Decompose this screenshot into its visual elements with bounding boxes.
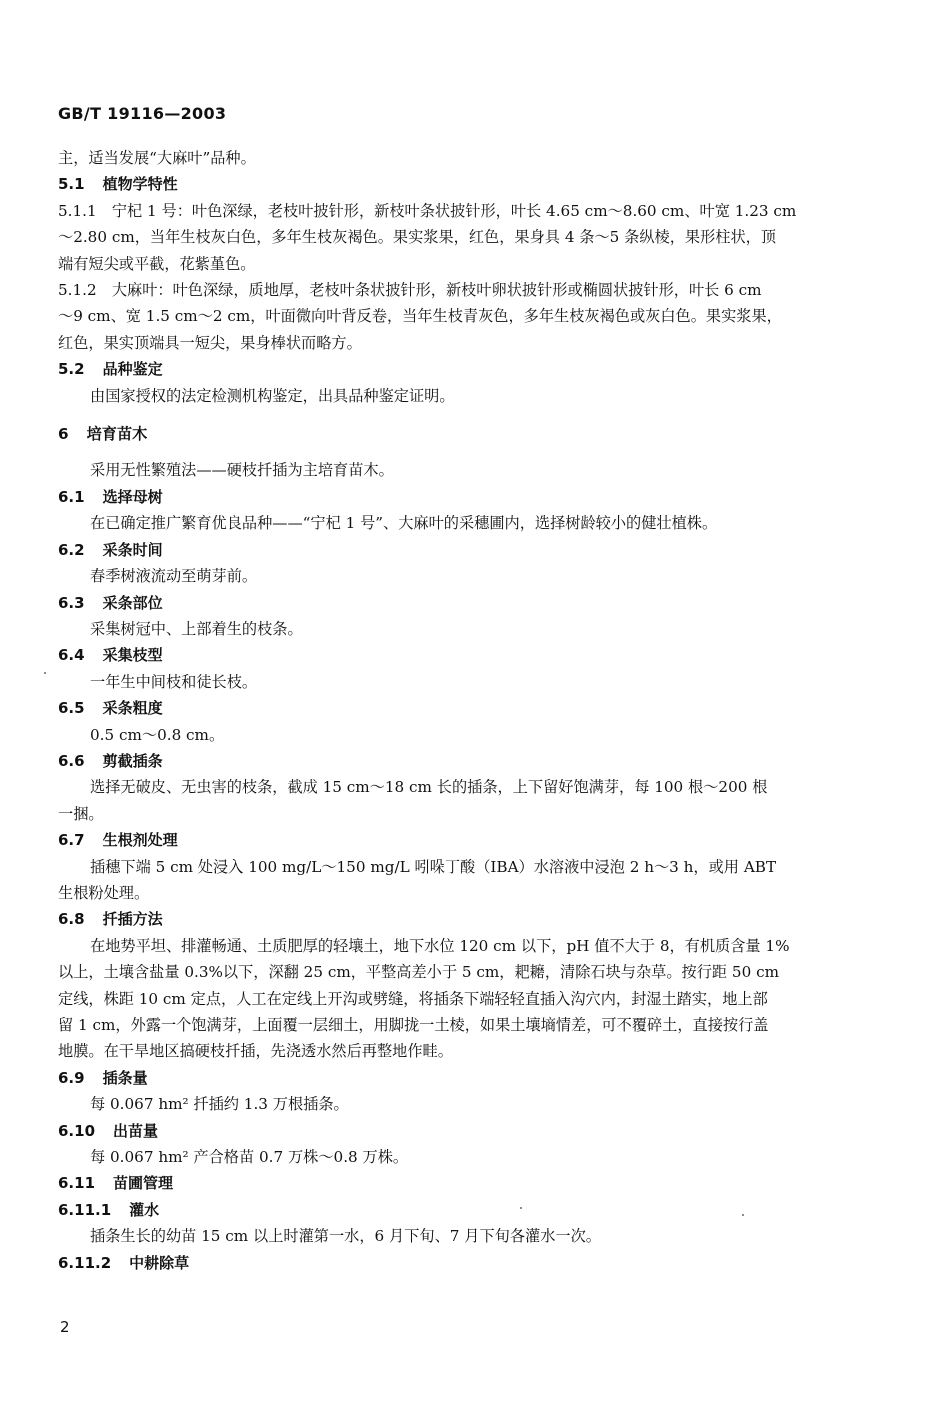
subsection-title: 扦插方法 xyxy=(102,910,163,929)
paragraph xyxy=(58,1144,858,1170)
subsection-title: 品种鉴定 xyxy=(102,360,163,379)
subsection-heading xyxy=(58,827,858,853)
paragraph xyxy=(58,145,858,171)
paragraph-line: 选择无破皮、无虫害的枝条，截成 15 cm～18 cm 长的插条，上下留好饱满芽，每 100 根～200 根 xyxy=(90,778,768,797)
paragraph xyxy=(58,774,858,827)
subsection-title: 出苗量 xyxy=(113,1121,159,1140)
paragraph-line: 生根粉处理。 xyxy=(58,883,150,902)
paragraph-line: 插条生长的幼苗 15 cm 以上时灌第一水，6 月下旬、7 月下旬各灌水一次。 xyxy=(90,1227,601,1246)
subsection-heading xyxy=(58,537,858,563)
paragraph-line: 由国家授权的法定检测机构鉴定，出具品种鉴定证明。 xyxy=(90,386,455,405)
paragraph-line: 春季树液流动至萌芽前。 xyxy=(90,567,258,586)
paragraph-line: 主，适当发展“大麻叶”品种。 xyxy=(58,149,256,167)
subsection-number: 6.11.1 xyxy=(58,1200,112,1219)
paragraph xyxy=(58,669,858,695)
subsection-number: 6.5 xyxy=(58,699,85,718)
subsection-heading xyxy=(58,171,858,197)
subsection-title: 选择母树 xyxy=(102,487,163,506)
subsection-number: 6.8 xyxy=(58,910,85,929)
subsection-title: 采条时间 xyxy=(102,540,163,559)
subsection-heading xyxy=(58,484,858,510)
subsection-number: 6.11 xyxy=(58,1174,96,1193)
paragraph-line: 插穗下端 5 cm 处浸入 100 mg/L～150 mg/L 吲哚丁酸（IBA）水溶液中浸泡 2 h～3 h，或用 ABT xyxy=(90,857,777,876)
subsection-heading xyxy=(58,748,858,774)
paragraph xyxy=(58,457,858,483)
paragraph xyxy=(58,383,858,409)
subsection-title: 插条量 xyxy=(102,1068,148,1087)
paragraph xyxy=(58,1223,858,1249)
subsection-heading xyxy=(58,642,858,668)
paragraph xyxy=(58,854,858,907)
subsection-title: 采集枝型 xyxy=(102,646,163,665)
subsection-number: 6.10 xyxy=(58,1121,96,1140)
paragraph-line: 采集树冠中、上部着生的枝条。 xyxy=(90,619,303,638)
subsection-heading xyxy=(58,1118,858,1144)
section-title: 培育苗木 xyxy=(86,425,148,444)
subsection-title: 中耕除草 xyxy=(129,1253,190,1272)
subsection-number: 6.3 xyxy=(58,593,85,612)
subsection-number: 5.1 xyxy=(58,175,85,194)
paragraph-line: 每 0.067 hm² 产合格苗 0.7 万株～0.8 万株。 xyxy=(90,1148,409,1167)
subsection-title: 苗圃管理 xyxy=(113,1174,174,1193)
paragraph xyxy=(58,198,858,277)
subsection-title: 植物学特性 xyxy=(102,175,178,194)
paragraph-line: 红色，果实顶端具一短尖，果身棒状而略方。 xyxy=(58,333,362,352)
paragraph-line: ～2.80 cm，当年生枝灰白色，多年生枝灰褐色。果实浆果，红色，果身具 4 条～5 条纵棱，果形柱状，顶 xyxy=(58,228,777,247)
paragraph-line: 留 1 cm，外露一个饱满芽，上面覆一层细土，用脚拢一土棱，如果土壤墒情差，可不覆碎土，直接按行盖 xyxy=(58,1016,769,1034)
paragraph xyxy=(58,933,858,1065)
subsection-number: 6.9 xyxy=(58,1068,85,1087)
paragraph-line: 一年生中间枝和徒长枝。 xyxy=(90,672,258,691)
paragraph-line: 在地势平坦、排灌畅通、土质肥厚的轻壤土，地下水位 120 cm 以下，pH 值不大于 8，有机质含量 1% xyxy=(90,936,790,955)
paragraph xyxy=(58,1091,858,1117)
subsection-title: 灌水 xyxy=(129,1200,160,1219)
paragraph-line: 5.1.1 宁杞 1 号：叶色深绿，老枝叶披针形，新枝叶条状披针形，叶长 4.65 cm～8.60 cm、叶宽 1.23 cm xyxy=(58,201,797,220)
subsection-heading xyxy=(58,695,858,721)
page-number: 2 xyxy=(60,1318,70,1336)
subsection-number: 6.6 xyxy=(58,751,85,770)
paragraph-line: 以上，土壤含盐量 0.3%以下，深翻 25 cm，平整高差小于 5 cm，耙耱，清除石块与杂草。按行距 50 cm xyxy=(58,963,779,982)
paragraph xyxy=(58,563,858,589)
paragraph-line: 在已确定推广繁育优良品种——“宁杞 1 号”、大麻叶的采穗圃内，选择树龄较小的健壮植株。 xyxy=(90,514,718,533)
scan-speck xyxy=(742,1214,744,1216)
paragraph-line: 5.1.2 大麻叶：叶色深绿，质地厚，老枝叶条状披针形，新枝叶卵状披针形或椭圆状披针形，叶长 6 cm xyxy=(58,281,762,300)
paragraph-line: 0.5 cm～0.8 cm。 xyxy=(90,725,225,744)
section-heading xyxy=(58,421,858,447)
subsection-heading xyxy=(58,1170,858,1196)
paragraph xyxy=(58,510,858,536)
subsection-number: 6.4 xyxy=(58,646,85,665)
scan-speck xyxy=(44,672,46,674)
subsection-heading xyxy=(58,1250,858,1276)
subsection-number: 6.1 xyxy=(58,487,85,506)
subsection-heading xyxy=(58,1197,858,1223)
paragraph-line: 地膜。在干旱地区搞硬枝扦插，先浇透水然后再整地作畦。 xyxy=(58,1042,453,1061)
subsection-heading xyxy=(58,356,858,382)
scan-speck xyxy=(520,1207,522,1209)
paragraph xyxy=(58,277,858,356)
paragraph-line: 端有短尖或平截，花紫堇色。 xyxy=(58,254,256,273)
subsection-heading xyxy=(58,590,858,616)
paragraph xyxy=(58,722,858,748)
paragraph-line: 定线，株距 10 cm 定点，人工在定线上开沟或劈缝，将插条下端轻轻直插入沟穴内，封湿土踏实，地上部 xyxy=(58,989,768,1008)
document-body xyxy=(58,145,858,1276)
standard-code-header: GB/T 19116—2003 xyxy=(58,104,227,123)
subsection-number: 6.7 xyxy=(58,831,85,850)
paragraph-line: 每 0.067 hm² 扦插约 1.3 万根插条。 xyxy=(90,1095,349,1114)
subsection-number: 5.2 xyxy=(58,360,85,379)
subsection-title: 剪截插条 xyxy=(102,751,163,770)
subsection-title: 采条粗度 xyxy=(102,699,163,718)
section-number: 6 xyxy=(58,425,69,444)
subsection-heading xyxy=(58,1065,858,1091)
paragraph-line: ～9 cm、宽 1.5 cm～2 cm，叶面微向叶背反卷，当年生枝青灰色，多年生枝灰褐色或灰白色。果实浆果， xyxy=(58,307,782,326)
subsection-number: 6.11.2 xyxy=(58,1253,112,1272)
paragraph-line: 采用无性繁殖法——硬枝扦插为主培育苗木。 xyxy=(90,461,394,480)
subsection-title: 生根剂处理 xyxy=(102,831,178,850)
subsection-title: 采条部位 xyxy=(102,593,163,612)
subsection-number: 6.2 xyxy=(58,540,85,559)
subsection-heading xyxy=(58,906,858,932)
paragraph xyxy=(58,616,858,642)
paragraph-line: 一捆。 xyxy=(58,804,104,823)
